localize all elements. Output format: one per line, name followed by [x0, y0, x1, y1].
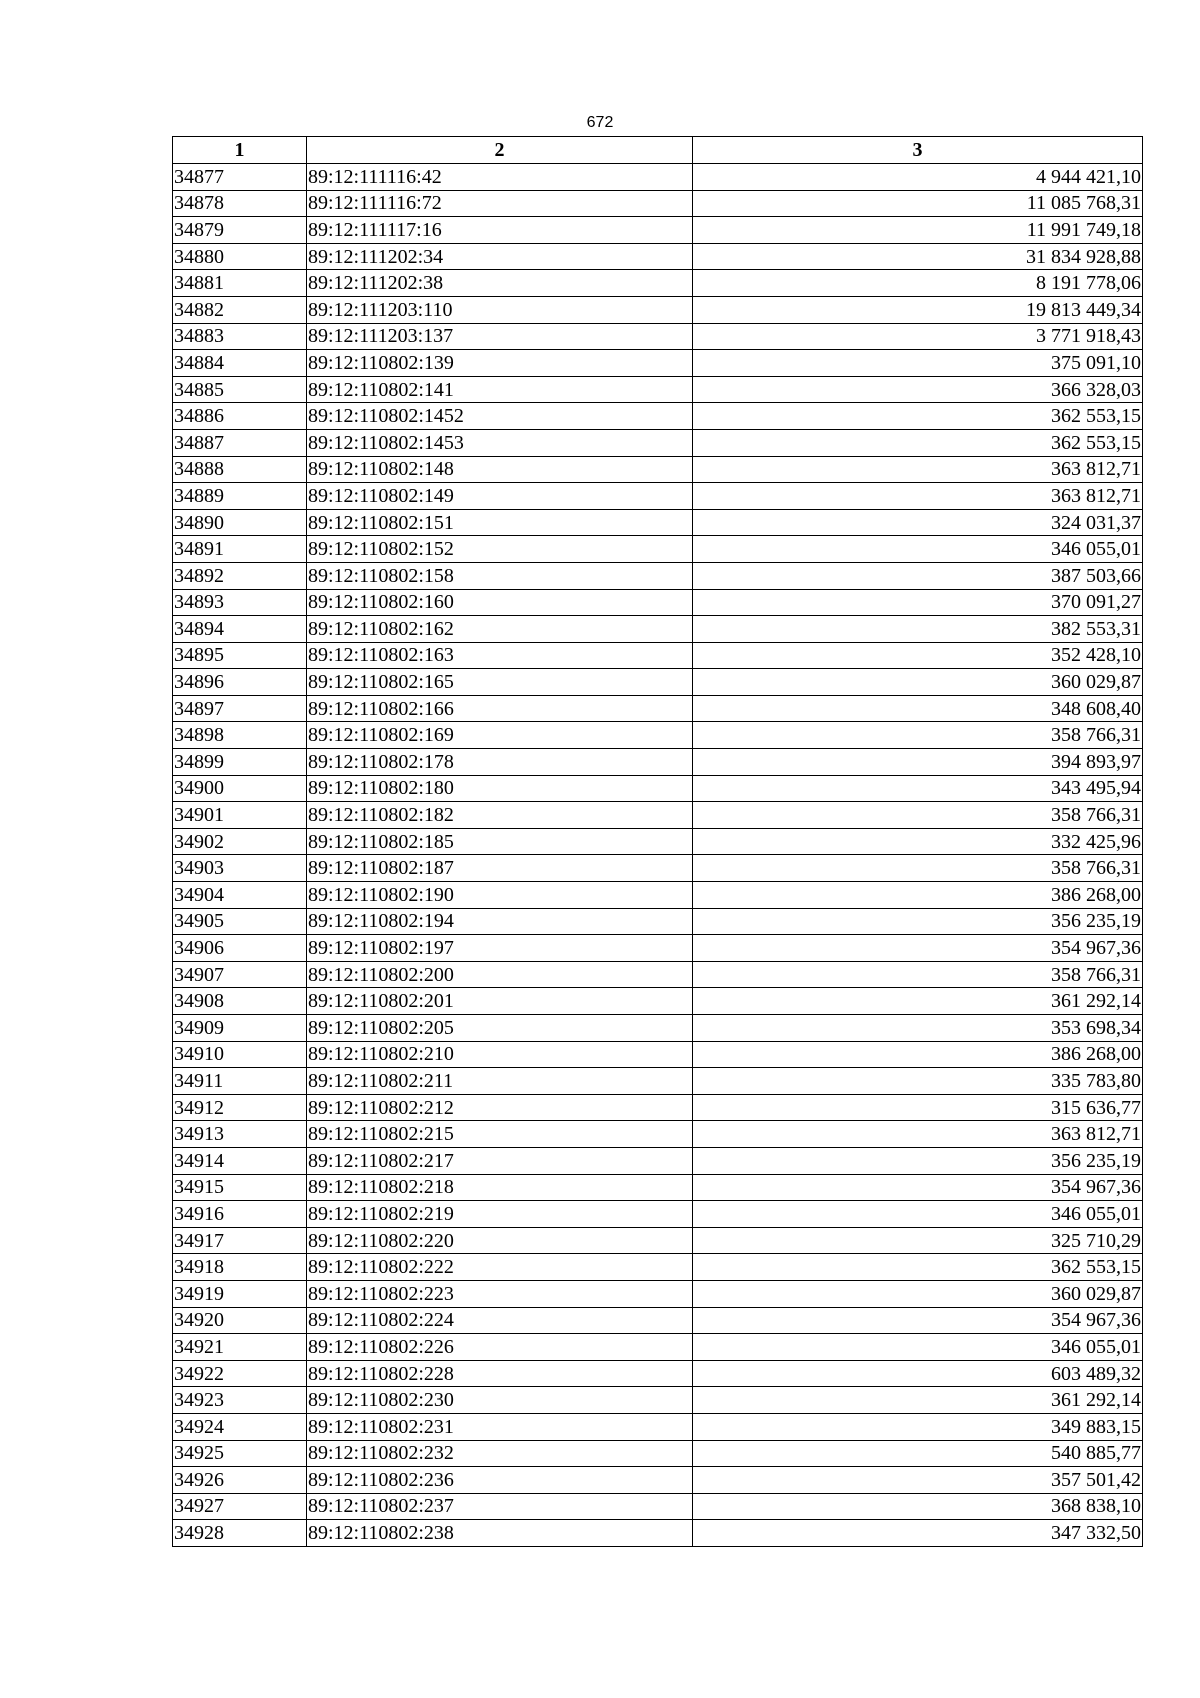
- row-number-cell: 34910: [173, 1041, 307, 1068]
- table-row: [173, 164, 1143, 191]
- row-number-cell: 34909: [173, 1015, 307, 1042]
- row-number-cell: 34897: [173, 695, 307, 722]
- table-row: [173, 217, 1143, 244]
- row-number-cell: 34919: [173, 1280, 307, 1307]
- row-number-cell: 34877: [173, 164, 307, 191]
- row-number-cell: 34880: [173, 243, 307, 270]
- value-cell: 348 608,40: [693, 695, 1143, 722]
- table-row: [173, 1360, 1143, 1387]
- table-row: [173, 749, 1143, 776]
- value-cell: 394 893,97: [693, 749, 1143, 776]
- row-number-cell: 34911: [173, 1068, 307, 1095]
- row-number-cell: 34915: [173, 1174, 307, 1201]
- value-cell: 356 235,19: [693, 908, 1143, 935]
- cadastral-number-cell: 89:12:110802:148: [307, 456, 693, 483]
- cadastral-number-cell: 89:12:110802:166: [307, 695, 693, 722]
- registry-table: [172, 136, 1143, 1547]
- table-row: [173, 509, 1143, 536]
- value-cell: 354 967,36: [693, 935, 1143, 962]
- table-row: [173, 323, 1143, 350]
- value-cell: 363 812,71: [693, 483, 1143, 510]
- table-row: [173, 1094, 1143, 1121]
- table-row: [173, 589, 1143, 616]
- table-row: [173, 296, 1143, 323]
- cadastral-number-cell: 89:12:111203:137: [307, 323, 693, 350]
- value-cell: 11 085 768,31: [693, 190, 1143, 217]
- cadastral-number-cell: 89:12:110802:218: [307, 1174, 693, 1201]
- header-cell-1: 1: [173, 137, 307, 164]
- row-number-cell: 34899: [173, 749, 307, 776]
- cadastral-number-cell: 89:12:110802:219: [307, 1201, 693, 1228]
- row-number-cell: 34917: [173, 1227, 307, 1254]
- value-cell: 332 425,96: [693, 828, 1143, 855]
- value-cell: 368 838,10: [693, 1493, 1143, 1520]
- cadastral-number-cell: 89:12:110802:210: [307, 1041, 693, 1068]
- row-number-cell: 34920: [173, 1307, 307, 1334]
- cadastral-number-cell: 89:12:110802:215: [307, 1121, 693, 1148]
- cadastral-number-cell: 89:12:111202:38: [307, 270, 693, 297]
- cadastral-number-cell: 89:12:110802:180: [307, 775, 693, 802]
- value-cell: 386 268,00: [693, 882, 1143, 909]
- value-cell: 363 812,71: [693, 456, 1143, 483]
- cadastral-number-cell: 89:12:110802:222: [307, 1254, 693, 1281]
- value-cell: 358 766,31: [693, 855, 1143, 882]
- value-cell: 4 944 421,10: [693, 164, 1143, 191]
- table-row: [173, 1227, 1143, 1254]
- table-row: [173, 908, 1143, 935]
- table-row: [173, 1413, 1143, 1440]
- table-row: [173, 376, 1143, 403]
- row-number-cell: 34887: [173, 429, 307, 456]
- row-number-cell: 34927: [173, 1493, 307, 1520]
- value-cell: 353 698,34: [693, 1015, 1143, 1042]
- row-number-cell: 34884: [173, 350, 307, 377]
- row-number-cell: 34907: [173, 961, 307, 988]
- cadastral-number-cell: 89:12:110802:212: [307, 1094, 693, 1121]
- cadastral-number-cell: 89:12:110802:236: [307, 1467, 693, 1494]
- cadastral-number-cell: 89:12:110802:224: [307, 1307, 693, 1334]
- table-header: [173, 137, 1143, 164]
- cadastral-number-cell: 89:12:110802:194: [307, 908, 693, 935]
- value-cell: 352 428,10: [693, 642, 1143, 669]
- value-cell: 324 031,37: [693, 509, 1143, 536]
- cadastral-number-cell: 89:12:110802:237: [307, 1493, 693, 1520]
- header-cell-3: 3: [693, 137, 1143, 164]
- table-row: [173, 695, 1143, 722]
- table-row: [173, 855, 1143, 882]
- row-number-cell: 34923: [173, 1387, 307, 1414]
- table-row: [173, 1121, 1143, 1148]
- row-number-cell: 34918: [173, 1254, 307, 1281]
- table-row: [173, 1068, 1143, 1095]
- cadastral-number-cell: 89:12:110802:226: [307, 1334, 693, 1361]
- row-number-cell: 34914: [173, 1147, 307, 1174]
- row-number-cell: 34898: [173, 722, 307, 749]
- value-cell: 354 967,36: [693, 1174, 1143, 1201]
- table-row: [173, 1041, 1143, 1068]
- table-row: [173, 270, 1143, 297]
- table-row: [173, 642, 1143, 669]
- row-number-cell: 34886: [173, 403, 307, 430]
- value-cell: 346 055,01: [693, 1201, 1143, 1228]
- row-number-cell: 34890: [173, 509, 307, 536]
- cadastral-number-cell: 89:12:110802:228: [307, 1360, 693, 1387]
- value-cell: 357 501,42: [693, 1467, 1143, 1494]
- value-cell: 387 503,66: [693, 562, 1143, 589]
- value-cell: 363 812,71: [693, 1121, 1143, 1148]
- row-number-cell: 34893: [173, 589, 307, 616]
- table-row: [173, 988, 1143, 1015]
- row-number-cell: 34881: [173, 270, 307, 297]
- row-number-cell: 34878: [173, 190, 307, 217]
- cadastral-number-cell: 89:12:110802:211: [307, 1068, 693, 1095]
- row-number-cell: 34888: [173, 456, 307, 483]
- value-cell: 375 091,10: [693, 350, 1143, 377]
- cadastral-number-cell: 89:12:110802:230: [307, 1387, 693, 1414]
- header-cell-2: 2: [307, 137, 693, 164]
- table-row: [173, 1254, 1143, 1281]
- row-number-cell: 34904: [173, 882, 307, 909]
- table-row: [173, 1387, 1143, 1414]
- value-cell: 325 710,29: [693, 1227, 1143, 1254]
- cadastral-number-cell: 89:12:110802:1452: [307, 403, 693, 430]
- page-number: 672: [586, 114, 614, 131]
- table-row: [173, 802, 1143, 829]
- row-number-cell: 34905: [173, 908, 307, 935]
- cadastral-number-cell: 89:12:110802:231: [307, 1413, 693, 1440]
- row-number-cell: 34903: [173, 855, 307, 882]
- cadastral-number-cell: 89:12:111202:34: [307, 243, 693, 270]
- value-cell: 347 332,50: [693, 1520, 1143, 1547]
- table-row: [173, 935, 1143, 962]
- row-number-cell: 34924: [173, 1413, 307, 1440]
- value-cell: 11 991 749,18: [693, 217, 1143, 244]
- table-row: [173, 1440, 1143, 1467]
- table-row: [173, 562, 1143, 589]
- table-row: [173, 1334, 1143, 1361]
- cadastral-number-cell: 89:12:110802:182: [307, 802, 693, 829]
- value-cell: 360 029,87: [693, 1280, 1143, 1307]
- table-row: [173, 1493, 1143, 1520]
- row-number-cell: 34896: [173, 669, 307, 696]
- header-row: [173, 137, 1143, 164]
- table-row: [173, 483, 1143, 510]
- row-number-cell: 34879: [173, 217, 307, 244]
- cadastral-number-cell: 89:12:111116:42: [307, 164, 693, 191]
- table-row: [173, 1280, 1143, 1307]
- value-cell: 335 783,80: [693, 1068, 1143, 1095]
- value-cell: 19 813 449,34: [693, 296, 1143, 323]
- row-number-cell: 34900: [173, 775, 307, 802]
- table-row: [173, 536, 1143, 563]
- table-row: [173, 669, 1143, 696]
- value-cell: 362 553,15: [693, 403, 1143, 430]
- value-cell: 358 766,31: [693, 802, 1143, 829]
- cadastral-number-cell: 89:12:110802:158: [307, 562, 693, 589]
- table-row: [173, 1015, 1143, 1042]
- table-row: [173, 456, 1143, 483]
- table-row: [173, 1147, 1143, 1174]
- table-row: [173, 429, 1143, 456]
- row-number-cell: 34912: [173, 1094, 307, 1121]
- cadastral-number-cell: 89:12:110802:205: [307, 1015, 693, 1042]
- value-cell: 362 553,15: [693, 1254, 1143, 1281]
- value-cell: 349 883,15: [693, 1413, 1143, 1440]
- table-row: [173, 882, 1143, 909]
- table-row: [173, 616, 1143, 643]
- table-body: [173, 164, 1143, 1547]
- value-cell: 343 495,94: [693, 775, 1143, 802]
- row-number-cell: 34928: [173, 1520, 307, 1547]
- cadastral-number-cell: 89:12:110802:152: [307, 536, 693, 563]
- cadastral-number-cell: 89:12:111203:110: [307, 296, 693, 323]
- cadastral-number-cell: 89:12:110802:149: [307, 483, 693, 510]
- value-cell: 540 885,77: [693, 1440, 1143, 1467]
- cadastral-number-cell: 89:12:110802:162: [307, 616, 693, 643]
- value-cell: 370 091,27: [693, 589, 1143, 616]
- value-cell: 358 766,31: [693, 722, 1143, 749]
- value-cell: 362 553,15: [693, 429, 1143, 456]
- row-number-cell: 34895: [173, 642, 307, 669]
- cadastral-number-cell: 89:12:110802:165: [307, 669, 693, 696]
- value-cell: 315 636,77: [693, 1094, 1143, 1121]
- row-number-cell: 34926: [173, 1467, 307, 1494]
- value-cell: 3 771 918,43: [693, 323, 1143, 350]
- value-cell: 8 191 778,06: [693, 270, 1143, 297]
- value-cell: 358 766,31: [693, 961, 1143, 988]
- row-number-cell: 34885: [173, 376, 307, 403]
- cadastral-number-cell: 89:12:110802:197: [307, 935, 693, 962]
- row-number-cell: 34901: [173, 802, 307, 829]
- cadastral-number-cell: 89:12:110802:187: [307, 855, 693, 882]
- table-row: [173, 243, 1143, 270]
- cadastral-number-cell: 89:12:110802:223: [307, 1280, 693, 1307]
- row-number-cell: 34883: [173, 323, 307, 350]
- value-cell: 31 834 928,88: [693, 243, 1143, 270]
- row-number-cell: 34913: [173, 1121, 307, 1148]
- table-row: [173, 775, 1143, 802]
- row-number-cell: 34892: [173, 562, 307, 589]
- cadastral-number-cell: 89:12:110802:160: [307, 589, 693, 616]
- value-cell: 382 553,31: [693, 616, 1143, 643]
- table-row: [173, 403, 1143, 430]
- cadastral-number-cell: 89:12:110802:217: [307, 1147, 693, 1174]
- row-number-cell: 34894: [173, 616, 307, 643]
- row-number-cell: 34891: [173, 536, 307, 563]
- row-number-cell: 34925: [173, 1440, 307, 1467]
- row-number-cell: 34906: [173, 935, 307, 962]
- value-cell: 360 029,87: [693, 669, 1143, 696]
- cadastral-number-cell: 89:12:110802:163: [307, 642, 693, 669]
- cadastral-number-cell: 89:12:110802:1453: [307, 429, 693, 456]
- table-row: [173, 1174, 1143, 1201]
- table-row: [173, 961, 1143, 988]
- value-cell: 356 235,19: [693, 1147, 1143, 1174]
- table-row: [173, 1467, 1143, 1494]
- row-number-cell: 34889: [173, 483, 307, 510]
- cadastral-number-cell: 89:12:111117:16: [307, 217, 693, 244]
- cadastral-number-cell: 89:12:110802:185: [307, 828, 693, 855]
- value-cell: 386 268,00: [693, 1041, 1143, 1068]
- table-row: [173, 722, 1143, 749]
- value-cell: 346 055,01: [693, 1334, 1143, 1361]
- value-cell: 366 328,03: [693, 376, 1143, 403]
- table-row: [173, 190, 1143, 217]
- cadastral-number-cell: 89:12:110802:169: [307, 722, 693, 749]
- value-cell: 361 292,14: [693, 988, 1143, 1015]
- cadastral-number-cell: 89:12:111116:72: [307, 190, 693, 217]
- cadastral-number-cell: 89:12:110802:232: [307, 1440, 693, 1467]
- table-row: [173, 828, 1143, 855]
- cadastral-number-cell: 89:12:110802:178: [307, 749, 693, 776]
- cadastral-number-cell: 89:12:110802:201: [307, 988, 693, 1015]
- row-number-cell: 34908: [173, 988, 307, 1015]
- row-number-cell: 34921: [173, 1334, 307, 1361]
- cadastral-number-cell: 89:12:110802:139: [307, 350, 693, 377]
- cadastral-number-cell: 89:12:110802:200: [307, 961, 693, 988]
- table-row: [173, 1201, 1143, 1228]
- row-number-cell: 34902: [173, 828, 307, 855]
- value-cell: 361 292,14: [693, 1387, 1143, 1414]
- cadastral-number-cell: 89:12:110802:151: [307, 509, 693, 536]
- cadastral-number-cell: 89:12:110802:220: [307, 1227, 693, 1254]
- row-number-cell: 34922: [173, 1360, 307, 1387]
- row-number-cell: 34916: [173, 1201, 307, 1228]
- value-cell: 346 055,01: [693, 536, 1143, 563]
- value-cell: 354 967,36: [693, 1307, 1143, 1334]
- table-row: [173, 1520, 1143, 1547]
- table-row: [173, 1307, 1143, 1334]
- table-row: [173, 350, 1143, 377]
- cadastral-number-cell: 89:12:110802:238: [307, 1520, 693, 1547]
- row-number-cell: 34882: [173, 296, 307, 323]
- cadastral-number-cell: 89:12:110802:190: [307, 882, 693, 909]
- value-cell: 603 489,32: [693, 1360, 1143, 1387]
- cadastral-number-cell: 89:12:110802:141: [307, 376, 693, 403]
